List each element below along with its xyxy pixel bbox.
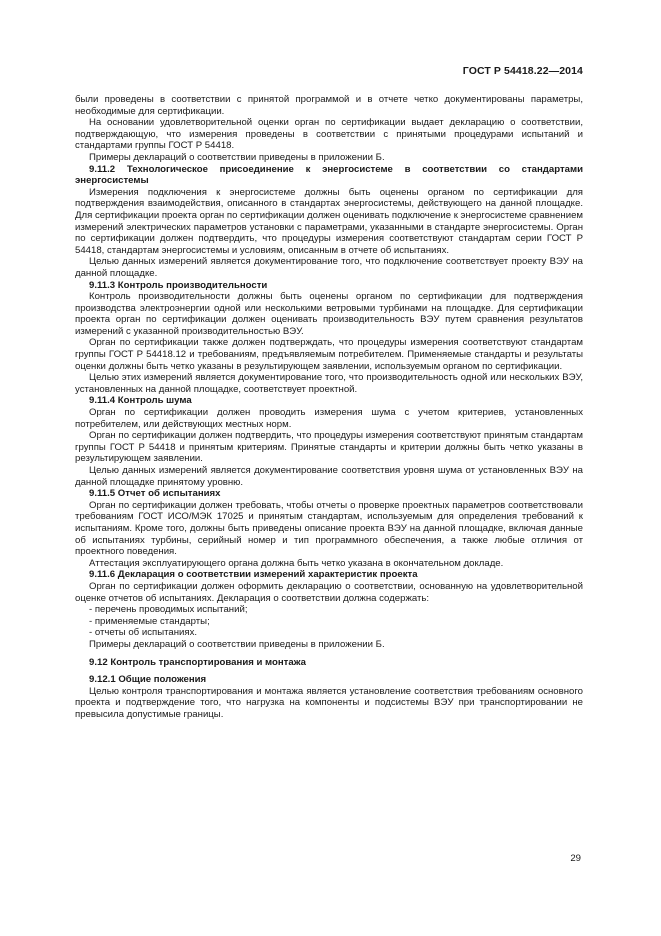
page-number: 29 bbox=[570, 853, 581, 864]
section-heading: 9.12 Контроль транспортирования и монтажа bbox=[89, 656, 306, 668]
section-heading: 9.11.3 Контроль производительности bbox=[89, 279, 268, 291]
section-heading: 9.12.1 Общие положения bbox=[89, 674, 207, 686]
paragraph: Орган по сертификации должен оформить декларацию о соответствии, основанную на удовлетворительной оценке отчетов об испытаниях. Декларация о соответствии должна содержать: bbox=[75, 580, 583, 604]
section-heading: 9.11.2 Технологическое присоединение к энергосистеме в соответствии со стандартами энергосистемы bbox=[75, 163, 583, 187]
list-item: - применяемые стандарты; bbox=[89, 615, 210, 627]
paragraph: Орган по сертификации также должен подтверждать, что процедуры измерения соответствуют стандартам группы ГОСТ Р 54418.12 и требованиям, предъявляемым потребителем. Применяемые стандарты и результаты оценки должны быть четко указаны в результирующем заявлении, используемым органом по сертификации. bbox=[75, 337, 583, 372]
document-body bbox=[75, 94, 583, 720]
paragraph: Примеры деклараций о соответствии приведены в приложении Б. bbox=[89, 638, 385, 650]
paragraph: Орган по сертификации должен требовать, чтобы отчеты о проверке проектных параметров соответствовали требованиям ГОСТ ИСО/МЭК 17025 и принятым стандартам, используемым для определения требований к испытаниям. Кроме того, должны быть приведены описание проекта ВЭУ на данной площадке, включая данные об испытаниях турбины, серийный номер и тип программного обеспечения, а также любые отличия от проектного поведения. bbox=[75, 499, 583, 558]
paragraph: Орган по сертификации должен подтвердить, что процедуры измерения соответствуют принятым стандартам группы ГОСТ Р 54418 и принятым критериям. Принятые стандарты и критерии должны быть четко указаны в результирующем заявлении. bbox=[75, 430, 583, 465]
document-code: ГОСТ Р 54418.22—2014 bbox=[462, 65, 583, 77]
paragraph: Аттестация эксплуатирующего органа должна быть четко указана в окончательном докладе. bbox=[89, 557, 504, 569]
paragraph: Целью данных измерений является документирование соответствия уровня шума от установленных ВЭУ на данной площадке принятому уровню. bbox=[75, 465, 583, 488]
paragraph: Измерения подключения к энергосистеме должны быть оценены органом по сертификации для подтверждения взаимодействия, описанного в стандартах энергосистемы, действующего на данной площадке. Для сертификации проекта орган по сертификации должен оценивать подключение к энергосистеме сравнением измерений электрических параметров установки с параметрами, указанными в стандарте энергосистемы. Орган по сертификации должен подтвердить, что процедуры измерения соответствуют стандартам серии ГОСТ Р 54418, стандартам энергосистемы и условиям, описанным в отчете об испытаниях. bbox=[75, 186, 584, 256]
paragraph: Контроль производительности должны быть оценены органом по сертификации для подтверждения производства электроэнергии одной или несколькими ветровыми турбинами на площадке. Для сертификации проекта орган по сертификации должен оценивать производительность ВЭУ путем сравнения результатов измерений с указанной производительностью ВЭУ. bbox=[75, 291, 583, 337]
paragraph: Примеры деклараций о соответствии приведены в приложении Б. bbox=[89, 151, 385, 163]
paragraph: Целью данных измерений является документирование того, что подключение соответствует проекту ВЭУ на данной площадке. bbox=[75, 256, 583, 279]
section-heading: 9.11.6 Декларация о соответствии измерений характеристик проекта bbox=[89, 569, 418, 581]
paragraph: Целью контроля транспортирования и монтажа является установление соответствия требованиям основного проекта и подтверждение того, что нагрузка на компоненты и подсистемы ВЭУ при транспортировании не превысила допустимые границы. bbox=[75, 685, 583, 720]
section-heading: 9.11.4 Контроль шума bbox=[89, 395, 192, 407]
paragraph: На основании удовлетворительной оценки орган по сертификации выдает декларацию о соответствии, подтверждающую, что измерения проведены в соответствии с принятыми процедурами испытаний и стандартами группы ГОСТ Р 54418. bbox=[75, 117, 583, 152]
list-item: - отчеты об испытаниях. bbox=[89, 627, 198, 639]
paragraph: Орган по сертификации должен проводить измерения шума с учетом критериев, установленных потребителем, или действующих местных норм. bbox=[75, 407, 583, 430]
paragraph: Целью этих измерений является документирование того, что производительность одной или нескольких ВЭУ, установленных на данной площадке, соответствует проектной. bbox=[75, 372, 583, 395]
section-heading: 9.11.5 Отчет об испытаниях bbox=[89, 488, 221, 500]
list-item: - перечень проводимых испытаний; bbox=[89, 604, 248, 616]
paragraph: были проведены в соответствии с принятой программой и в отчете четко документированы параметры, необходимые для сертификации. bbox=[75, 94, 583, 117]
